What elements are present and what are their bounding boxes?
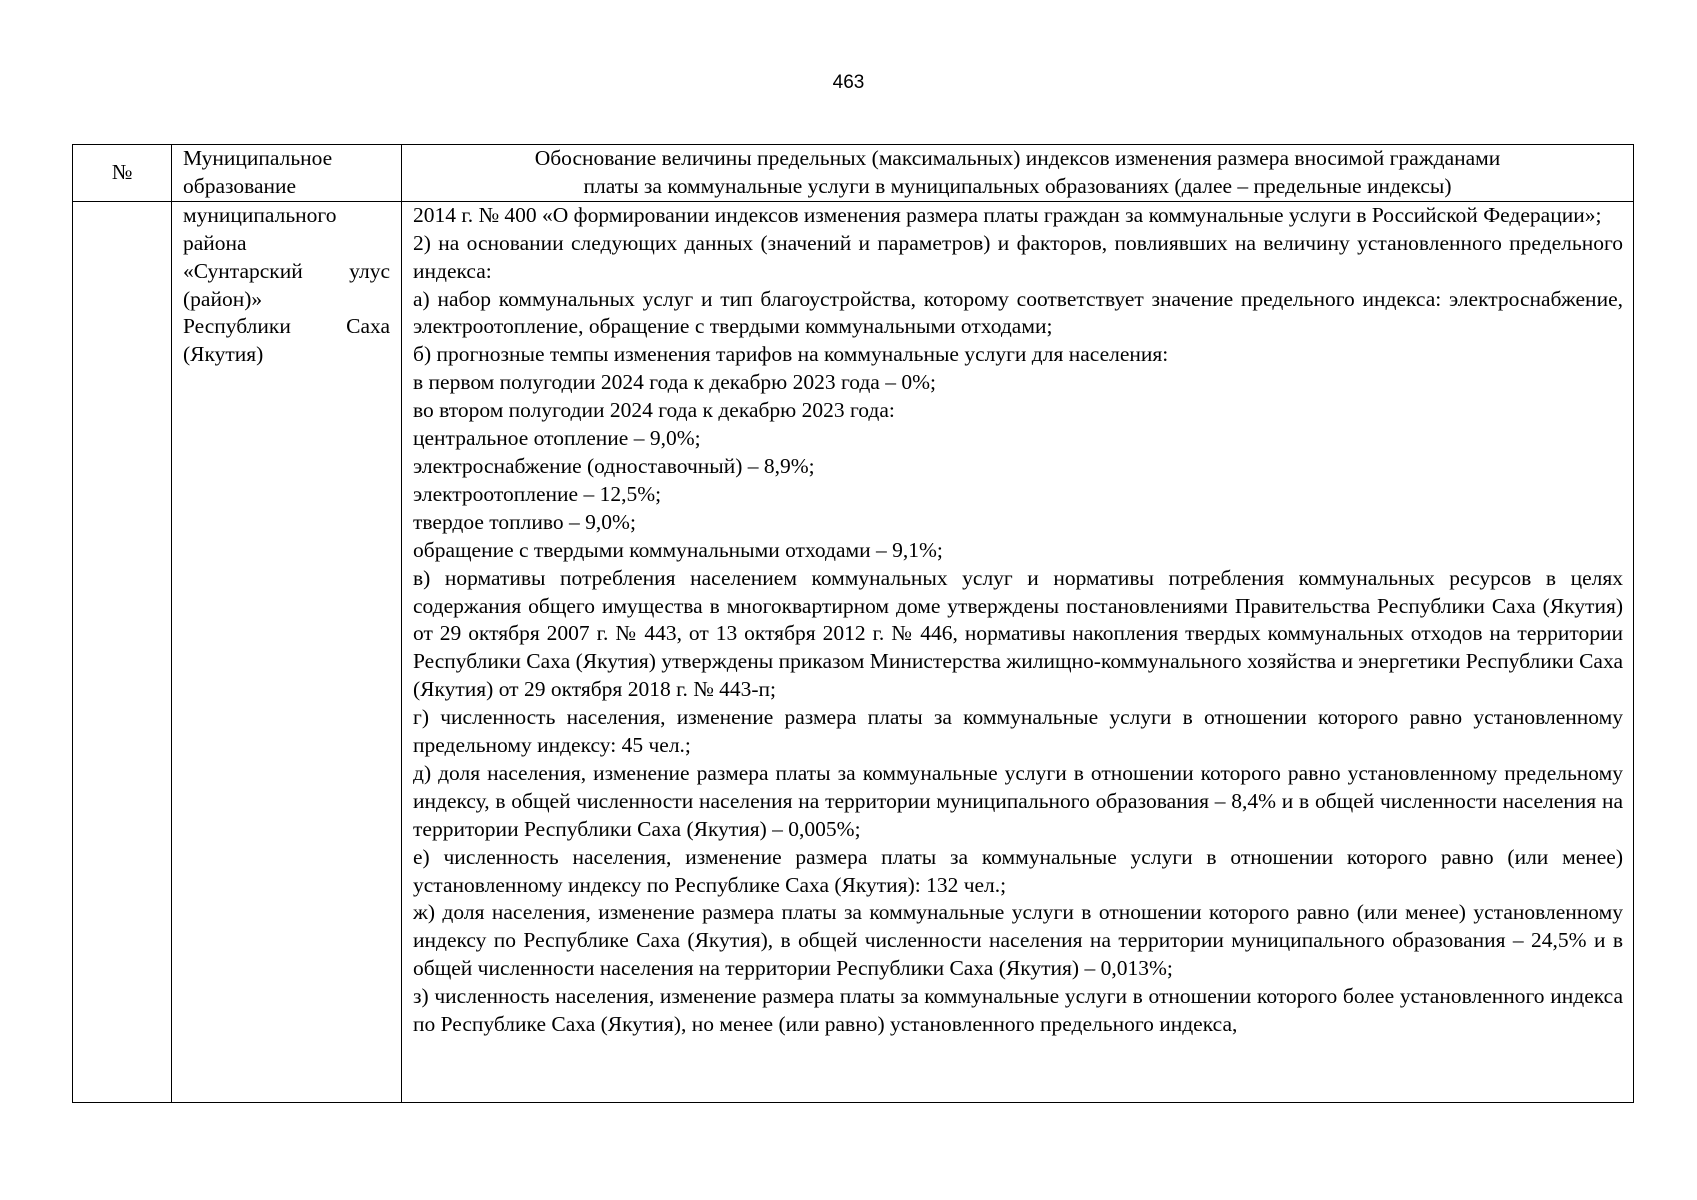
paragraph: твердое топливо – 9,0%; [413,509,636,534]
paragraph: а) набор коммунальных услуг и тип благоустройства, которому соответствует значение предельного индекса: электроснабжение, электроотопление, обращение с твердыми коммунальными отходами; [413,286,1623,339]
header-number: № [73,145,172,202]
paragraph: электроснабжение (одноставочный) – 8,9%; [413,453,815,478]
paragraph: з) численность населения, изменение размера платы за коммунальные услуги в отношении которого более установленного индекса по Республике Саха (Якутия), но менее (или равно) установленного предельного индекса, [413,984,1623,1037]
paragraph: ж) доля населения, изменение размера платы за коммунальные услуги в отношении которого равно (или менее) установленному индексу по Республике Саха (Якутия), в общей численности населения на территории муниципального образования – 24,5% и в общей численности населения на территории Республики Саха (Якутия) – 0,013%; [413,900,1623,981]
municipality-line: муниципального [183,202,337,227]
municipality-line: (Якутия) [183,342,264,367]
paragraph: е) численность населения, изменение размера платы за коммунальные услуги в отношении которого равно (или менее) установленному индексу по Республике Саха (Якутия): 132 чел.; [413,844,1623,897]
paragraph: б) прогнозные темпы изменения тарифов на коммунальные услуги для населения: [413,342,1169,367]
paragraph: д) доля населения, изменение размера платы за коммунальные услуги в отношении которого равно установленному предельному индексу, в общей численности населения на территории муниципального образования – 8,4% и в общей численности населения на территории Республики Саха (Якутия) – 0,005%; [413,760,1623,841]
paragraph: 2) на основании следующих данных (значений и параметров) и факторов, повлиявших на величину установленного предельного индекса: [413,230,1623,283]
municipality-line: (район)» [183,286,263,311]
municipality-line: района [183,230,247,255]
paragraph: центральное отопление – 9,0%; [413,426,701,451]
header-justification-line: Обоснование величины предельных (максимальных) индексов изменения размера вносимой гражданами [534,146,1501,170]
municipality-line: «Сунтарский улус [183,258,390,283]
municipality-cell [172,201,402,1102]
paragraph: г) численность населения, изменение размера платы за коммунальные услуги в отношении которого равно установленному предельному индексу: 45 чел.; [413,705,1623,758]
justification-cell [402,201,1634,1102]
table-row [73,201,1634,1102]
page-number: 463 [832,72,865,93]
paragraph: во втором полугодии 2024 года к декабрю 2023 года: [413,398,895,423]
municipality-line: Республики Саха [183,314,390,339]
paragraph: 2014 г. № 400 «О формировании индексов изменения размера платы граждан за коммунальные услуги в Российской Федерации»; [413,202,1602,227]
table-header-row [73,145,1634,202]
row-number-cell [73,201,172,1102]
paragraph: обращение с твердыми коммунальными отходами – 9,1%; [413,537,943,562]
justification-table [72,144,1634,1103]
paragraph: в первом полугодии 2024 года к декабрю 2023 года – 0%; [413,370,936,395]
paragraph: электроотопление – 12,5%; [413,481,662,506]
header-justification-line: платы за коммунальные услуги в муниципальных образованиях (далее – предельные индексы) [583,173,1452,198]
paragraph: в) нормативы потребления населением коммунальных услуг и нормативы потребления коммунальных ресурсов в целях содержания общего имущества в многоквартирном доме утверждены постановлениями Правительства Республики Саха (Якутия) от 29 октября 2007 г. № 443, от 13 октября 2012 г. № 446, нормативы накопления твердых коммунальных отходов на территории Республики Саха (Якутия) утверждены приказом Министерства жилищно-коммунального хозяйства и энергетики Республики Саха (Якутия) от 29 октября 2018 г. № 443-п; [413,565,1623,702]
header-justification [402,145,1634,202]
header-municipality: Муниципальное образование [172,145,402,202]
